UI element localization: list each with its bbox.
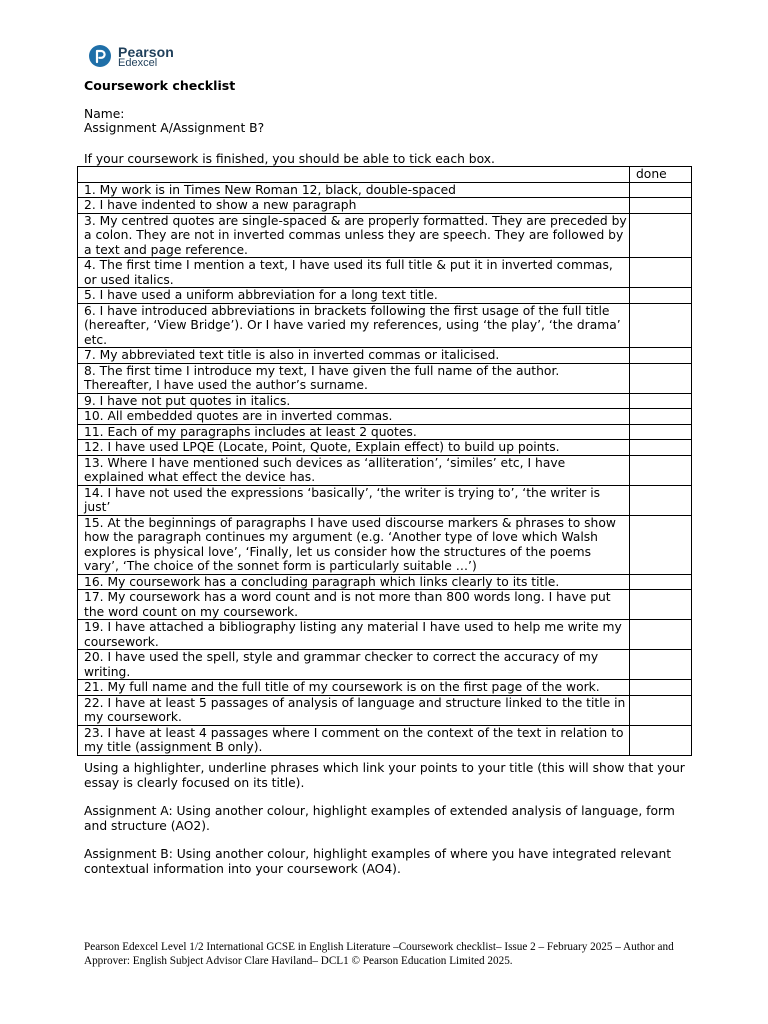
done-checkbox-cell[interactable] — [630, 574, 692, 590]
done-checkbox-cell[interactable] — [630, 455, 692, 485]
table-header-row — [78, 167, 692, 183]
table-row — [78, 213, 692, 258]
done-checkbox-cell[interactable] — [630, 409, 692, 425]
checklist-item-text: 11. Each of my paragraphs includes at least 2 quotes. — [78, 424, 630, 440]
instructions-block — [84, 761, 694, 877]
table-row — [78, 455, 692, 485]
done-checkbox-cell[interactable] — [630, 620, 692, 650]
instruction-highlighter: Using a highlighter, underline phrases which link your points to your title (this will show that your essay is clearly focused on its title). — [84, 761, 685, 790]
assignment-label: Assignment A/Assignment B? — [84, 121, 265, 135]
done-checkbox-cell[interactable] — [630, 695, 692, 725]
table-row — [78, 198, 692, 214]
checklist-item-text: 19. I have attached a bibliography listing any material I have used to help me write my coursework. — [78, 620, 630, 650]
table-row — [78, 695, 692, 725]
table-row — [78, 303, 692, 348]
done-checkbox-cell[interactable] — [630, 198, 692, 214]
done-checkbox-cell[interactable] — [630, 650, 692, 680]
checklist-item-text: 21. My full name and the full title of my coursework is on the first page of the work. — [78, 680, 630, 696]
table-row — [78, 574, 692, 590]
document-title: Coursework checklist — [84, 78, 236, 93]
done-checkbox-cell[interactable] — [630, 363, 692, 393]
table-row — [78, 424, 692, 440]
table-row — [78, 440, 692, 456]
checklist-item-text: 14. I have not used the expressions ‘basically’, ‘the writer is trying to’, ‘the writer is just’ — [78, 485, 630, 515]
table-row — [78, 680, 692, 696]
done-checkbox-cell[interactable] — [630, 348, 692, 364]
checklist-item-text: 17. My coursework has a word count and is not more than 800 words long. I have put the word count on my coursework. — [78, 590, 630, 620]
table-row — [78, 650, 692, 680]
logo-brand-text: Pearson — [118, 44, 174, 60]
done-checkbox-cell[interactable] — [630, 725, 692, 755]
table-row — [78, 288, 692, 304]
checklist-item-text: 4. The first time I mention a text, I have used its full title & put it in inverted commas, or used italics. — [78, 258, 630, 288]
checklist-item-text: 16. My coursework has a concluding paragraph which links clearly to its title. — [78, 574, 630, 590]
done-checkbox-cell[interactable] — [630, 393, 692, 409]
logo-sub-text: Edexcel — [118, 57, 158, 69]
checklist-item-text: 23. I have at least 4 passages where I comment on the context of the text in relation to my title (assignment B only). — [78, 725, 630, 755]
checklist-item-text: 1. My work is in Times New Roman 12, black, double-spaced — [78, 182, 630, 198]
checklist-item-text: 7. My abbreviated text title is also in inverted commas or italicised. — [78, 348, 630, 364]
table-row — [78, 258, 692, 288]
checklist-item-text: 3. My centred quotes are single-spaced & are properly formatted. They are preceded by a colon. They are not in inverted commas unless they are speech. They are followed by a text and page reference. — [78, 213, 630, 258]
checklist-item-text: 6. I have introduced abbreviations in brackets following the first usage of the full title (hereafter, ‘View Bridge’). Or I have varied my references, using ‘the play’, ‘the drama’ etc. — [78, 303, 630, 348]
intro-text: If your coursework is finished, you should be able to tick each box. — [84, 152, 495, 166]
table-row — [78, 363, 692, 393]
done-checkbox-cell[interactable] — [630, 213, 692, 258]
table-row — [78, 182, 692, 198]
done-checkbox-cell[interactable] — [630, 258, 692, 288]
checklist-item-text: 12. I have used LPQE (Locate, Point, Quote, Explain effect) to build up points. — [78, 440, 630, 456]
table-row — [78, 393, 692, 409]
page-footer: Pearson Edexcel Level 1/2 International GCSE in English Literature –Coursework checklist– Issue 2 – February 2025 – Author and Approver: English Subject Advisor Clare Haviland– DCL1 © Pearson Education Limited 2025. — [84, 941, 674, 967]
table-row — [78, 409, 692, 425]
checklist-item-text: 5. I have used a uniform abbreviation for a long text title. — [78, 288, 630, 304]
done-checkbox-cell[interactable] — [630, 288, 692, 304]
checklist-item-text: 13. Where I have mentioned such devices as ‘alliteration’, ‘similes’ etc, I have explained what effect the device has. — [78, 455, 630, 485]
checklist-item-text: 22. I have at least 5 passages of analysis of language and structure linked to the title in my coursework. — [78, 695, 630, 725]
checklist-item-text: 10. All embedded quotes are in inverted commas. — [78, 409, 630, 425]
done-checkbox-cell[interactable] — [630, 590, 692, 620]
done-checkbox-cell[interactable] — [630, 485, 692, 515]
done-checkbox-cell[interactable] — [630, 515, 692, 574]
table-row — [78, 348, 692, 364]
checklist-item-text: 2. I have indented to show a new paragraph — [78, 198, 630, 214]
pearson-p-icon — [88, 44, 112, 68]
checklist-item-text: 15. At the beginnings of paragraphs I have used discourse markers & phrases to show how the paragraph continues my argument (e.g. ‘Another type of love which Walsh explores is physical love’, ‘Finally, let us consider how the structures of the poems vary’, ‘The choice of the sonnet form is particularly suitable …’) — [78, 515, 630, 574]
table-row — [78, 725, 692, 755]
done-checkbox-cell[interactable] — [630, 680, 692, 696]
instruction-assignment-a: Assignment A: Using another colour, highlight examples of extended analysis of language, form and structure (AO2). — [84, 804, 675, 833]
done-checkbox-cell[interactable] — [630, 303, 692, 348]
checklist-table — [77, 166, 692, 756]
name-label: Name: — [84, 107, 125, 121]
done-checkbox-cell[interactable] — [630, 182, 692, 198]
instruction-assignment-b: Assignment B: Using another colour, highlight examples of where you have integrated relevant contextual information into your coursework (AO4). — [84, 847, 672, 876]
checklist-item-text: 8. The first time I introduce my text, I have given the full name of the author. Thereafter, I have used the author’s surname. — [78, 363, 630, 393]
checklist-item-text: 9. I have not put quotes in italics. — [78, 393, 630, 409]
table-row — [78, 515, 692, 574]
done-checkbox-cell[interactable] — [630, 424, 692, 440]
table-row — [78, 590, 692, 620]
table-row — [78, 485, 692, 515]
header-blank-cell — [78, 167, 630, 183]
checklist-item-text: 20. I have used the spell, style and grammar checker to correct the accuracy of my writing. — [78, 650, 630, 680]
table-row — [78, 620, 692, 650]
header-done-cell: done — [630, 167, 692, 183]
done-checkbox-cell[interactable] — [630, 440, 692, 456]
